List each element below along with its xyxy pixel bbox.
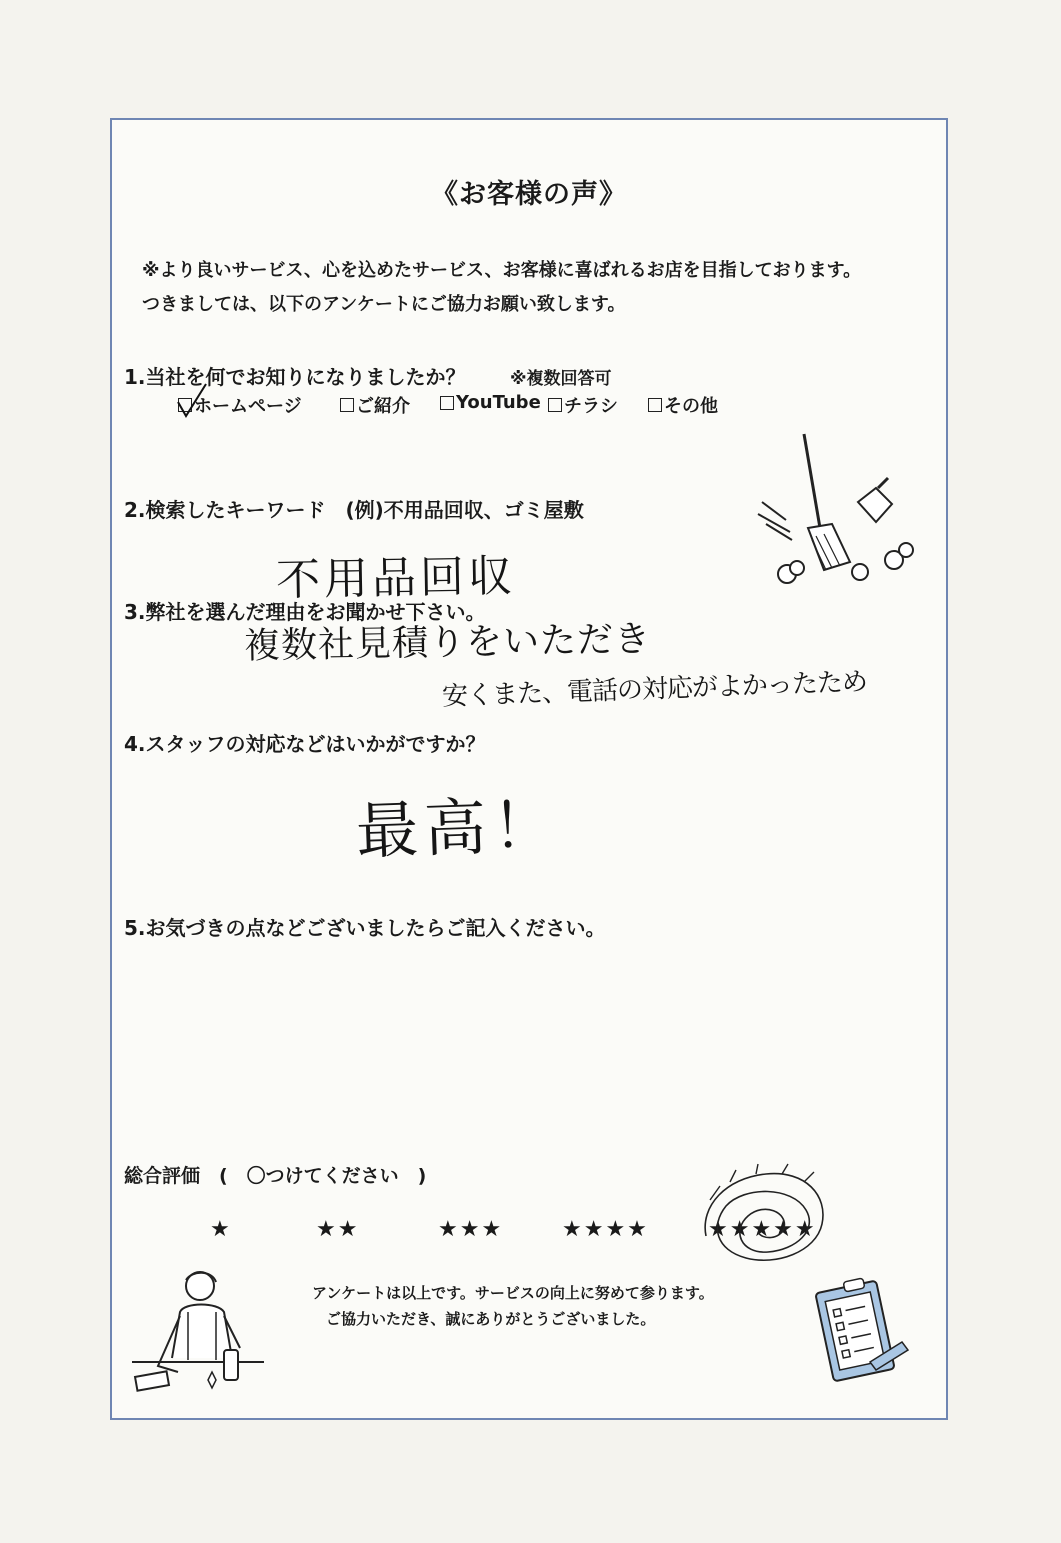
clipboard-icon xyxy=(812,1278,912,1384)
option-homepage-label: ホームページ xyxy=(194,396,302,417)
intro-line-2: つきましては、以下のアンケートにご協力お願い致します。 xyxy=(142,294,626,315)
cleaning-staff-icon xyxy=(128,1268,268,1394)
rating-4-stars[interactable]: ★★★★ xyxy=(562,1217,649,1242)
checkbox-referral[interactable] xyxy=(340,398,354,412)
hand-drawn-circle-mark xyxy=(696,1166,832,1274)
checkbox-other[interactable] xyxy=(648,398,662,412)
rating-5-stars[interactable]: ★★★★★ xyxy=(708,1217,817,1242)
rating-label: 総合評価 ( 〇つけてください ) xyxy=(124,1165,427,1187)
q1-note: ※複数回答可 xyxy=(510,369,612,389)
q3-handwritten-answer-line2[interactable]: 安くまた、電話の対応がよかったため xyxy=(441,667,868,712)
option-flyer[interactable] xyxy=(548,392,618,418)
intro-line-1: ※より良いサービス、心を込めたサービス、お客様に喜ばれるお店を目指しております。 xyxy=(142,260,862,281)
checkbox-flyer[interactable] xyxy=(548,398,562,412)
option-other-label: その他 xyxy=(664,396,718,417)
rating-3-stars[interactable]: ★★★ xyxy=(438,1217,504,1242)
q4-label: 4.スタッフの対応などはいかがですか？ xyxy=(124,732,486,756)
option-youtube-label: YouTube xyxy=(456,392,541,413)
option-referral[interactable] xyxy=(340,392,410,418)
option-other[interactable] xyxy=(648,392,718,418)
survey-sheet xyxy=(110,118,948,1420)
q3-label: 3.弊社を選んだ理由をお聞かせ下さい。 xyxy=(124,600,486,624)
q2-label: 2.検索したキーワード (例)不用品回収、ゴミ屋敷 xyxy=(124,498,584,522)
q5-answer-area[interactable] xyxy=(152,956,912,1156)
check-mark-icon xyxy=(176,382,210,418)
closing-line-1: アンケートは以上です。サービスの向上に努めて参ります。 xyxy=(312,1284,714,1302)
q5-label: 5.お気づきの点などございましたらご記入ください。 xyxy=(124,916,606,940)
checkbox-youtube[interactable] xyxy=(440,396,454,410)
rating-1-star[interactable]: ★ xyxy=(210,1217,232,1242)
rating-2-stars[interactable]: ★★ xyxy=(316,1217,360,1242)
q3-handwritten-answer-line1[interactable]: 複数社見積りをいただき xyxy=(243,618,652,667)
page-title: 《お客様の声》 xyxy=(431,179,627,210)
closing-line-2: ご協力いただき、誠にありがとうございました。 xyxy=(326,1310,656,1328)
option-flyer-label: チラシ xyxy=(564,396,618,417)
option-youtube[interactable] xyxy=(440,392,541,413)
q2-handwritten-answer[interactable]: 不用品回収 xyxy=(275,550,517,606)
broom-icon xyxy=(752,432,922,587)
q1-label: 1.当社を何でお知りになりましたか？ xyxy=(124,365,466,389)
option-referral-label: ご紹介 xyxy=(356,396,410,417)
q4-handwritten-answer[interactable]: 最高！ xyxy=(354,787,562,868)
